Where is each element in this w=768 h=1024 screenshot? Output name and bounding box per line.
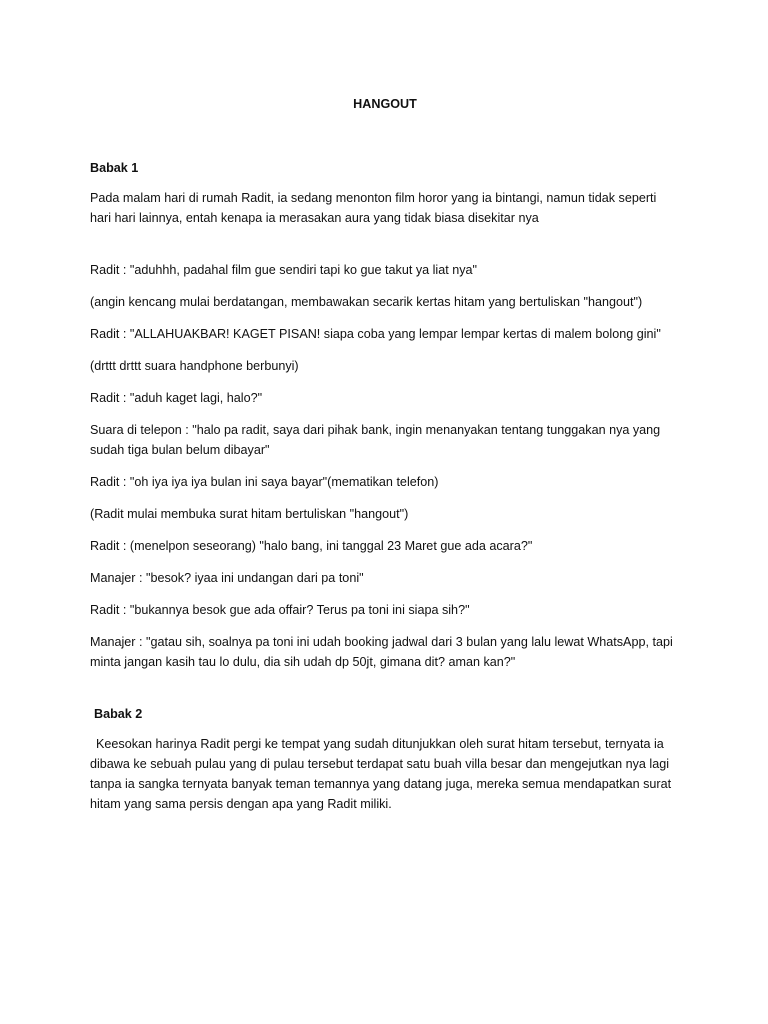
section-2-paragraph: Keesokan harinya Radit pergi ke tempat yang sudah ditunjukkan oleh surat hitam tersebut, ternyata ia dibawa ke sebuah pulau yang di pulau tersebut terdapat satu buah villa besar dan mengejutkan nya lagi tanpa ia sangka ternyata banyak teman temannya yang datang juga, mereka semua mendapatkan surat hitam yang sama persis dengan apa yang Radit miliki.: [90, 737, 672, 811]
document-content: [90, 94, 680, 826]
dialogue-line: Manajer : "gatau sih, soalnya pa toni ini udah booking jadwal dari 3 bulan yang lalu lewat WhatsApp, tapi minta jangan kasih tau lo dulu, dia sih udah dp 50jt, gimana dit? aman kan?": [90, 635, 673, 669]
section-heading-babak-1: Babak 1: [90, 161, 139, 175]
dialogue-line: Radit : "bukannya besok gue ada offair? Terus pa toni ini siapa sih?": [90, 603, 470, 617]
dialogue-line: (Radit mulai membuka surat hitam bertuliskan "hangout"): [90, 507, 409, 521]
dialogue-line: Radit : "ALLAHUAKBAR! KAGET PISAN! siapa coba yang lempar lempar kertas di malem bolong gini": [90, 327, 661, 341]
dialogue-line: Manajer : "besok? iyaa ini undangan dari pa toni": [90, 571, 364, 585]
section-1-intro-paragraph: Pada malam hari di rumah Radit, ia sedang menonton film horor yang ia bintangi, namun tidak seperti hari hari lainnya, entah kenapa ia merasakan aura yang tidak biasa disekitar nya: [90, 191, 657, 225]
dialogue-line: Suara di telepon : "halo pa radit, saya dari pihak bank, ingin menanyakan tentang tunggakan nya yang sudah tiga bulan belum dibayar": [90, 423, 661, 457]
dialogue-line: (angin kencang mulai berdatangan, membawakan secarik kertas hitam yang bertuliskan "hangout"): [90, 295, 643, 309]
document-title: HANGOUT: [353, 97, 417, 111]
dialogue-line: (drttt drttt suara handphone berbunyi): [90, 359, 299, 373]
dialogue-line: Radit : "aduhhh, padahal film gue sendiri tapi ko gue takut ya liat nya": [90, 263, 477, 277]
dialogue-line: Radit : "aduh kaget lagi, halo?": [90, 391, 263, 405]
section-heading-babak-2: Babak 2: [94, 707, 143, 721]
dialogue-line: Radit : (menelpon seseorang) "halo bang, ini tanggal 23 Maret gue ada acara?": [90, 539, 533, 553]
dialogue-line: Radit : "oh iya iya iya bulan ini saya bayar"(mematikan telefon): [90, 475, 439, 489]
